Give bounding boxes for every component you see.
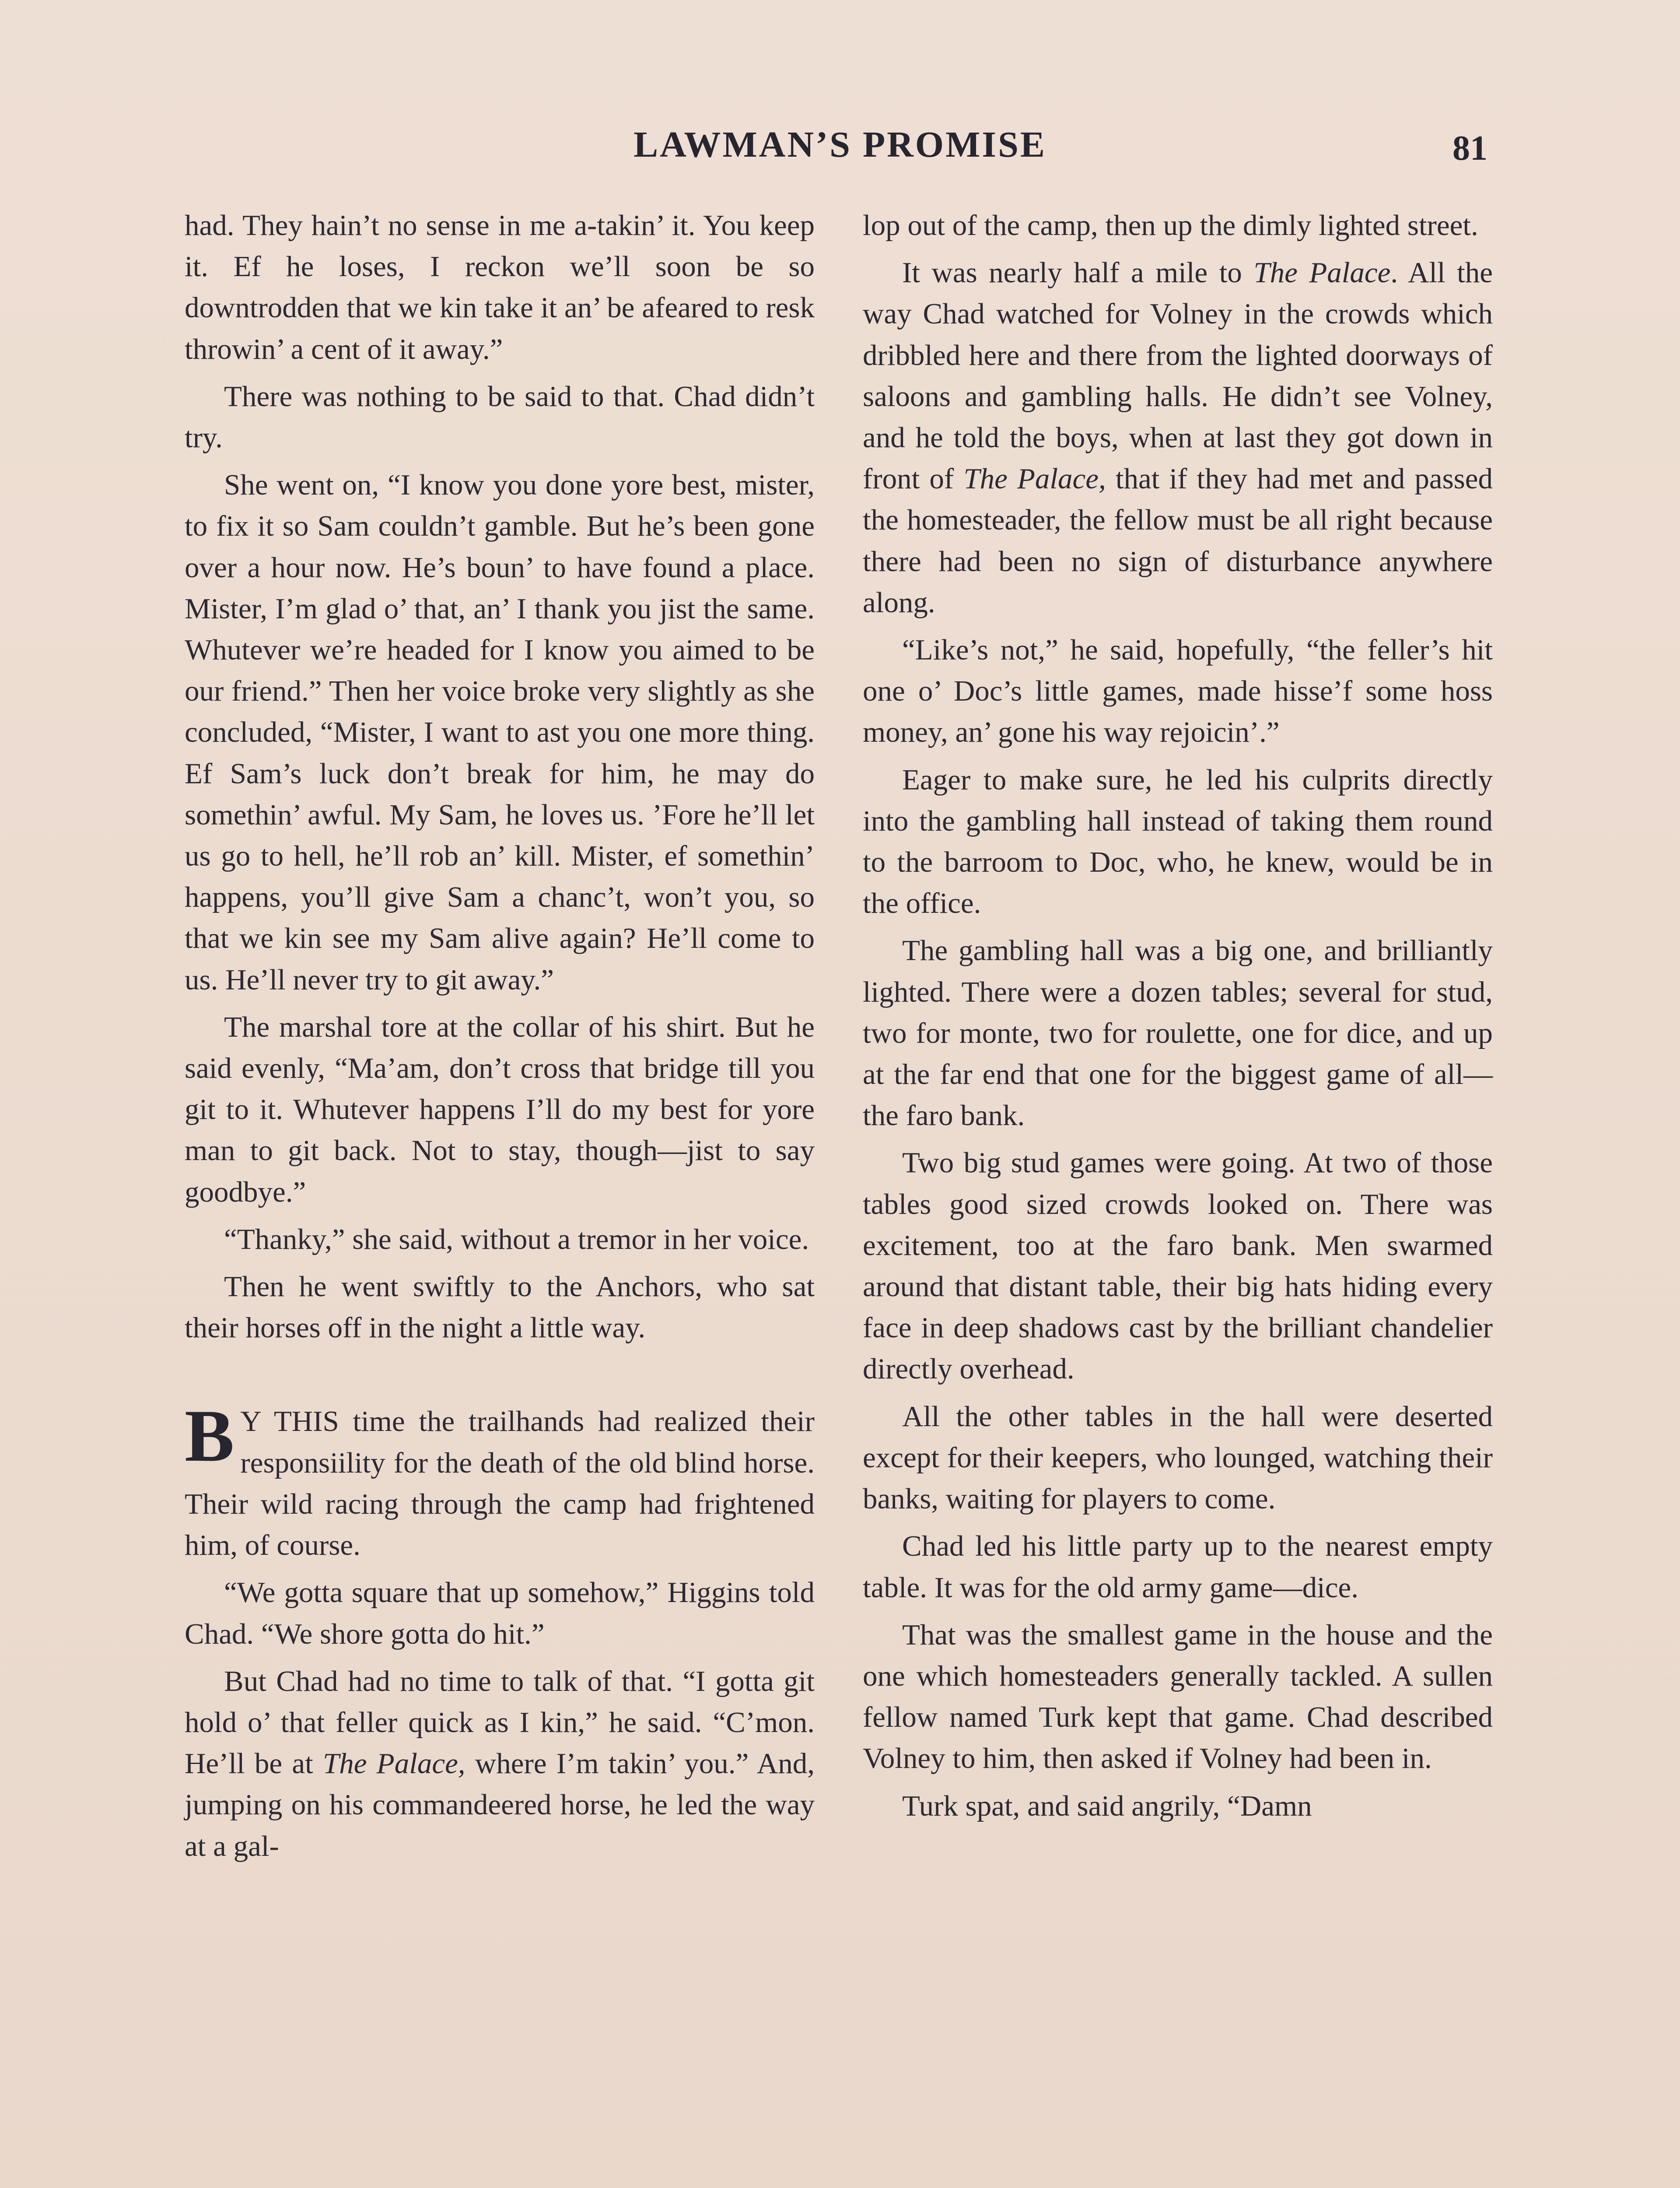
paragraph: “We gotta square that up somehow,” Higgins told Chad. “We shore gotta do hit.” xyxy=(185,1576,815,1650)
section-opening-paragraph xyxy=(185,1395,815,1566)
paragraph: Two big stud games were going. At two of those tables good sized crowds looked on. There was excitement, too at the faro bank. Men swarmed around that distant table, their big hats hiding every face in deep shadows cast by the brilliant chandelier directly overhead. xyxy=(863,1147,1493,1385)
text-run: . All the way Chad watched for Volney in the crowds which dribbled here and there from the lighted doorways of saloons and gambling halls. He didn’t see Volney, and he told the boys, when at last they got down in front of xyxy=(863,256,1493,495)
italic-title: The Palace xyxy=(1253,256,1391,289)
paragraph: The marshal tore at the collar of his shirt. But he said evenly, “Ma’am, don’t cross that bridge till you git to it. Whutever happens I’ll do my best for yore man to git back. Not to stay, though—jist to say goodbye.” xyxy=(185,1010,815,1208)
right-column xyxy=(863,205,1493,1833)
paragraph: All the other tables in the hall were deserted except for their keepers, who lounged, watching their banks, waiting for players to come. xyxy=(863,1400,1493,1515)
left-column xyxy=(185,205,815,1873)
italic-title: The Palace, xyxy=(323,1747,466,1780)
drop-cap: B xyxy=(185,1395,234,1477)
paragraph: Then he went swiftly to the Anchors, who sat their horses off in the night a little way. xyxy=(185,1270,815,1344)
text-run: It was nearly half a mile to xyxy=(902,256,1254,289)
paragraph xyxy=(863,252,1493,623)
paragraph-text: Y THIS time the trailhands had realized their responsiility for the death of the old blind horse. Their wild racing through the camp had frightened him, of course. xyxy=(185,1405,815,1562)
paragraph: Turk spat, and said angrily, “Damn xyxy=(902,1789,1312,1822)
text-run: But Chad had no time to talk of that. “I gotta git hold o’ that feller quick as I kin,” he said. “C’mon. He’ll be at xyxy=(185,1665,815,1780)
paragraph: The gambling hall was a big one, and brilliantly lighted. There were a dozen tables; several for stud, two for monte, two for roulette, one for dice, and up at the far end that one for the biggest game of all—the faro bank. xyxy=(863,934,1493,1132)
paragraph: had. They hain’t no sense in me a-takin’ it. You keep it. Ef he loses, I reckon we’ll soon be so downtrodden that we kin take it an’ be afeared to resk throwin’ a cent of it away.” xyxy=(185,209,815,365)
paragraph: There was nothing to be said to that. Chad didn’t try. xyxy=(185,380,815,454)
paragraph: Eager to make sure, he led his culprits directly into the gambling hall instead of taking them round to the barroom to Doc, who, he knew, would be in the office. xyxy=(863,763,1493,920)
paragraph: “Like’s not,” he said, hopefully, “the feller’s hit one o’ Doc’s little games, made hisse’f some hoss money, an’ gone his way rejoicin’.” xyxy=(863,634,1493,749)
text-run: that if they had met and passed the homesteader, the fellow must be all right because there had been no sign of disturbance anywhere along. xyxy=(863,463,1493,619)
paragraph: That was the smallest game in the house and the one which homesteaders generally tackled. A sullen fellow named Turk kept that game. Chad described Volney to him, then asked if Volney had been in. xyxy=(863,1618,1493,1775)
page-number: 81 xyxy=(1452,129,1488,168)
paragraph xyxy=(185,1661,815,1867)
text-run: where I’m takin’ you.” And, jumping on his commandeered horse, he led the way at a gal- xyxy=(185,1747,815,1862)
paragraph: Chad led his little party up to the nearest empty table. It was for the old army game—dice. xyxy=(863,1530,1493,1604)
italic-title: The Palace, xyxy=(963,463,1106,495)
running-head-title: LAWMAN’S PROMISE xyxy=(634,124,1046,165)
paragraph: She went on, “I know you done yore best, mister, to fix it so Sam couldn’t gamble. But he’s been gone over a hour now. He’s boun’ to have found a place. Mister, I’m glad o’ that, an’ I thank you jist the same. Whutever we’re headed for I know you aimed to be our friend.” Then her voice broke very slightly as she concluded, “Mister, I want to ast you one more thing. Ef Sam’s luck don’t break for him, he may do somethin’ awful. My Sam, he loves us. ’Fore he’ll let us go to hell, he’ll rob an’ kill. Mister, ef somethin’ happens, you’ll give Sam a chanc’t, won’t you, so that we kin see my Sam alive again? He’ll come to us. He’ll never try to git away.” xyxy=(185,469,815,996)
paragraph: lop out of the camp, then up the dimly lighted street. xyxy=(863,209,1478,242)
paragraph: “Thanky,” she said, without a tremor in her voice. xyxy=(224,1223,809,1255)
